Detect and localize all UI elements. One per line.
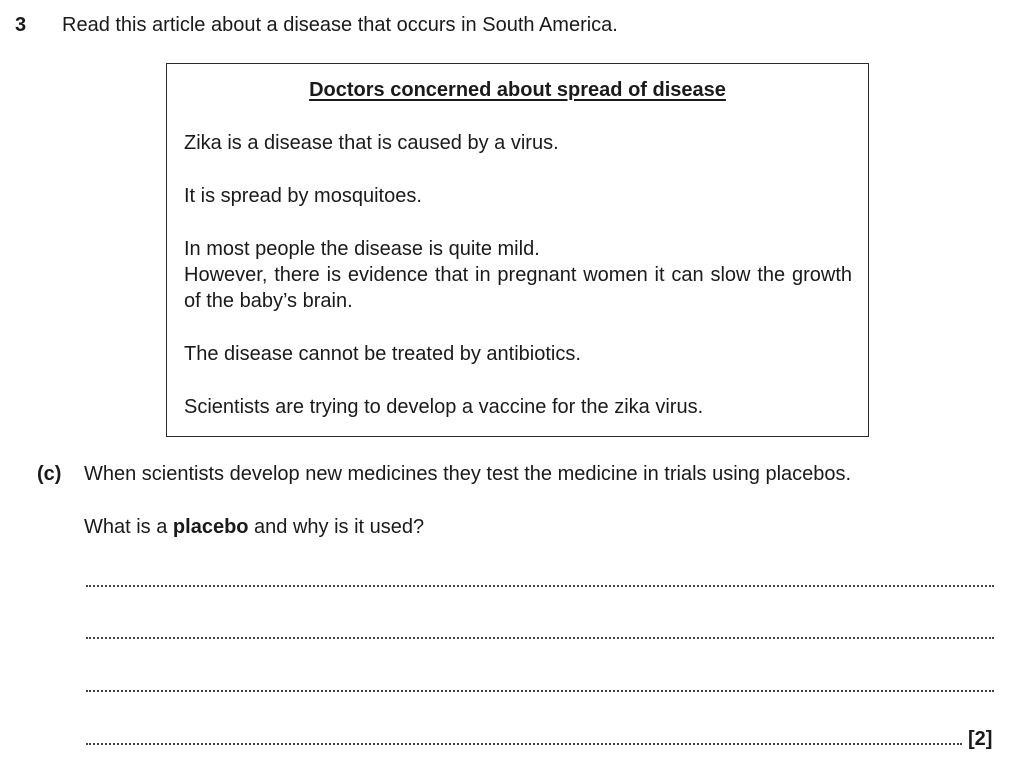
part-label: (c)	[37, 463, 62, 485]
question-prefix: What is a	[84, 516, 173, 538]
part-text: When scientists develop new medicines they test the medicine in trials using placebos.	[84, 463, 852, 485]
article-title: Doctors concerned about spread of disease	[309, 79, 726, 101]
article-paragraph: The disease cannot be treated by antibiotics.	[184, 343, 581, 365]
answer-line[interactable]	[86, 743, 962, 745]
question-keyword: placebo	[172, 516, 249, 538]
question-number: 3	[15, 14, 27, 36]
article-paragraph: In most people the disease is quite mild.	[184, 238, 540, 260]
article-box	[166, 63, 869, 437]
answer-line[interactable]	[86, 690, 994, 692]
marks-label: [2]	[968, 728, 993, 750]
answer-line[interactable]	[86, 585, 994, 587]
question-suffix: and why is it used?	[248, 516, 425, 538]
article-paragraph: Zika is a disease that is caused by a virus.	[184, 132, 559, 154]
answer-line[interactable]	[86, 637, 994, 639]
article-paragraph: It is spread by mosquitoes.	[184, 185, 422, 207]
article-paragraph: However, there is evidence that in pregnant women it can slow the growth of the baby’s brain.	[184, 264, 852, 312]
article-paragraph: Scientists are trying to develop a vaccine for the zika virus.	[184, 396, 704, 418]
question-intro: Read this article about a disease that occurs in South America.	[62, 14, 618, 36]
question-text	[84, 516, 424, 539]
